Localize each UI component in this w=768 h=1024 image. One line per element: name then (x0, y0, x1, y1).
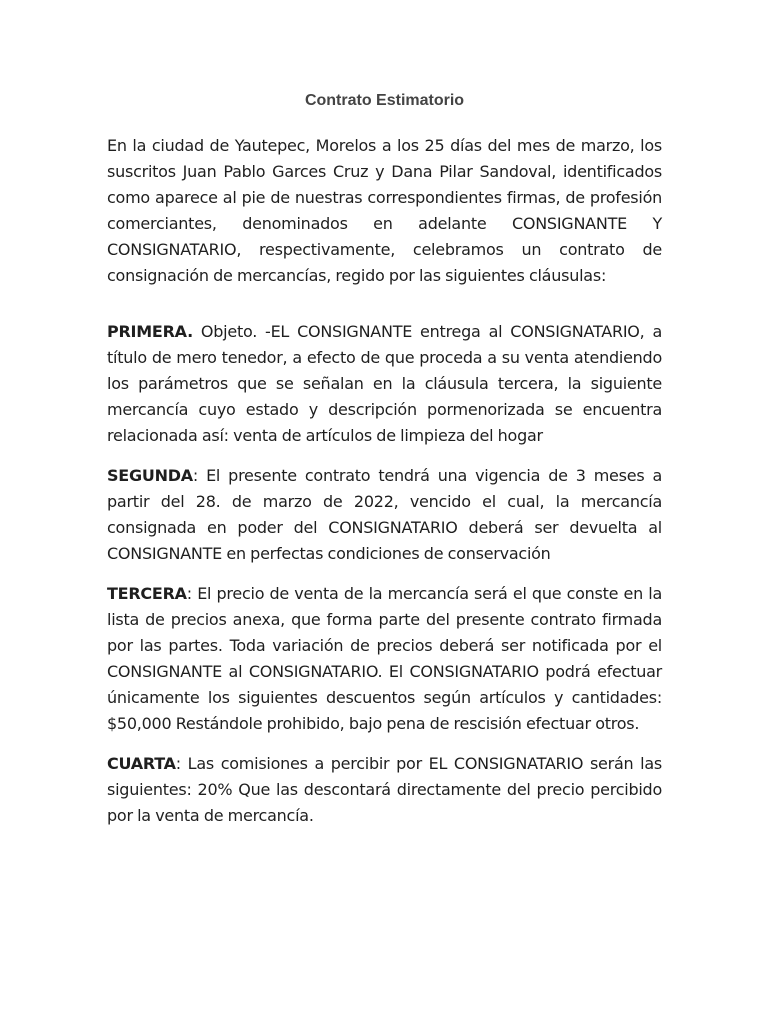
document-title: Contrato Estimatorio (304, 92, 465, 109)
clause-text: : El precio de venta de la mercancía será el que conste en la lista de precios anexa, que forma parte del presente contrato firmada por las partes. Toda variación de precios deberá ser notificada por el CONSIGNANTE al CONSIGNATARIO. El CONSIGNATARIO podrá efectuar únicamente los siguientes descuentos según artículos y cantidades: $50,000 Restándole prohibido, bajo pena de rescisión efectuar otros. (107, 584, 662, 733)
clause-primera (107, 319, 662, 449)
intro-paragraph: En la ciudad de Yautepec, Morelos a los 25 días del mes de marzo, los suscritos Juan Pablo Garces Cruz y Dana Pilar Sandoval, identificados como aparece al pie de nuestras correspondientes firmas, de profesión comerciantes, denominados en adelante CONSIGNANTE Y CONSIGNATARIO, respectivamente, celebramos un contrato de consignación de mercancías, regido por las siguientes cláusulas: (107, 136, 662, 285)
clause-tercera (107, 581, 662, 737)
clause-cuarta (107, 751, 662, 829)
document-page (107, 88, 662, 843)
clause-text: : El presente contrato tendrá una vigencia de 3 meses a partir del 28. de marzo de 2022, vencido el cual, la mercancía consignada en poder del CONSIGNATARIO deberá ser devuelta al CONSIGNANTE en perfectas condiciones de conservación (107, 466, 662, 563)
clause-text: Objeto. -EL CONSIGNANTE entrega al CONSIGNATARIO, a título de mero tenedor, a efecto de que proceda a su venta atendiendo los parámetros que se señalan en la cláusula tercera, la siguiente mercancía cuyo estado y descripción pormenorizada se encuentra relacionada así: venta de artículos de limpieza del hogar (107, 322, 662, 445)
clause-label: SEGUNDA (107, 466, 193, 485)
clause-text: : Las comisiones a percibir por EL CONSIGNATARIO serán las siguientes: 20% Que las descontará directamente del precio percibido por la venta de mercancía. (107, 754, 662, 825)
clause-label: PRIMERA. (107, 322, 193, 341)
clause-label: TERCERA (107, 584, 187, 603)
clause-segunda (107, 463, 662, 567)
clause-label: CUARTA (107, 754, 176, 773)
